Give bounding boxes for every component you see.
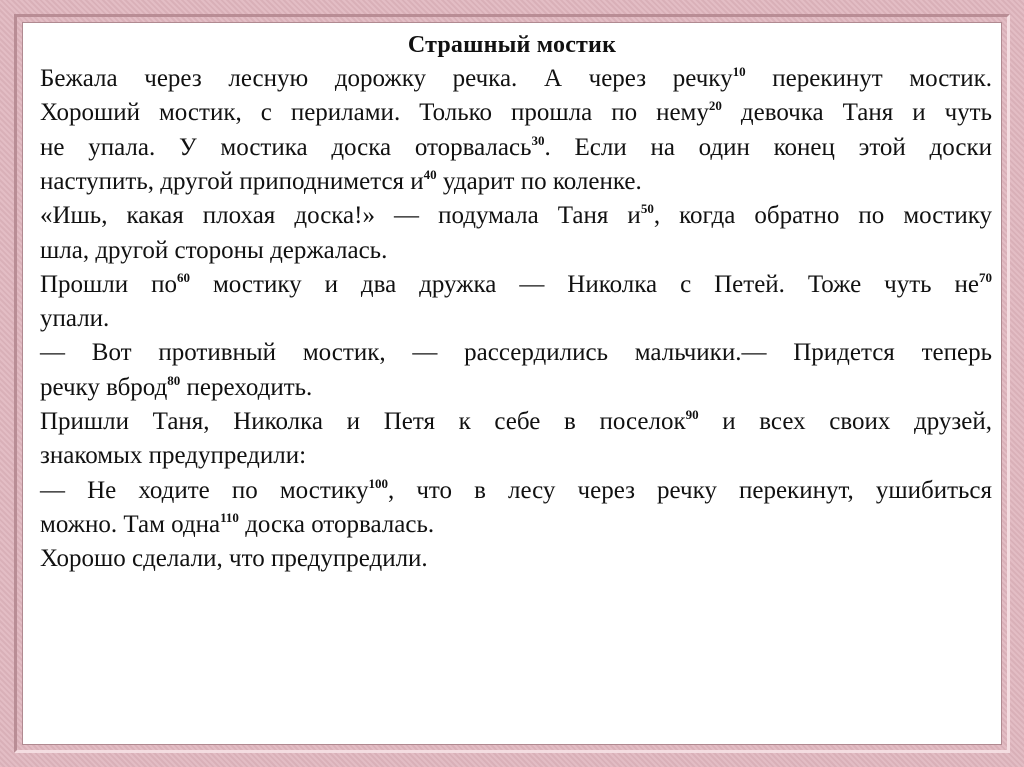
text-fragment: ударит по коленке. [436,167,642,195]
text-fragment: Хороший мостик, с перилами. Только прошла по нему [40,99,709,127]
text-fragment: можно. Там одна [40,510,221,538]
text-line [40,508,992,542]
text-line [40,336,992,370]
word-count-marker: 100 [368,475,388,491]
text-fragment: речку вброд [40,373,168,401]
text-fragment: доска оторвалась. [238,510,435,538]
word-count-marker: 90 [685,407,699,422]
text-fragment: упали. [40,305,110,333]
text-line [40,439,992,473]
text-fragment: девочка Таня и чуть [721,99,993,127]
text-line [40,474,992,508]
word-count-marker: 70 [979,269,993,285]
word-count-marker: 60 [177,269,191,285]
text-line [40,96,992,130]
text-line [40,165,992,199]
text-fragment: Пришли Таня, Николка и Петя к себе в поселок [40,408,686,435]
text-line [40,371,992,405]
text-line [40,268,992,302]
word-count-marker: 110 [220,509,239,525]
text-line [40,302,992,336]
word-count-marker: 20 [708,98,722,114]
text-fragment: знакомых предупредили: [40,442,307,470]
word-count-marker: 30 [531,132,545,148]
text-fragment: , что в лесу через речку перекинут, ушибиться [387,476,993,504]
word-count-marker: 10 [732,64,746,79]
text-fragment: не упала. У мостика доска оторвалась [40,133,532,161]
text-fragment: «Ишь, какая плохая доска!» — подумала Таня и [40,202,641,230]
text-line [40,405,992,439]
text-line [40,131,992,165]
text-fragment: Бежала через лесную дорожку речка. А через речку [40,65,733,92]
word-count-marker: 80 [167,372,181,388]
text-fragment: — Не ходите по мостику [40,476,369,504]
text-fragment: шла, другой стороны держалась. [40,236,388,264]
text-line [40,199,992,233]
story-title: Страшный мостик [407,32,617,58]
text-line [40,62,992,96]
text-fragment: переходить. [180,373,313,401]
text-fragment: Прошли по [40,270,178,298]
text-fragment: Хорошо сделали, что предупредили. [40,545,428,573]
text-fragment: и всех своих друзей, [698,408,992,435]
text-fragment: перекинут мостик. [745,65,993,92]
text-line [40,542,992,576]
text-fragment: — Вот противный мостик, — рассердились мальчики.— Придется теперь [40,339,992,367]
text-fragment: мостику и два дружка — Николка с Петей. Тоже чуть не [190,270,980,298]
word-count-marker: 40 [423,166,437,182]
text-line [40,234,992,268]
text-fragment: наступить, другой приподнимется и [40,167,424,195]
text-fragment: . Если на один конец этой доски [544,133,993,161]
word-count-marker: 50 [640,201,654,217]
text-fragment: , когда обратно по мостику [653,202,992,230]
